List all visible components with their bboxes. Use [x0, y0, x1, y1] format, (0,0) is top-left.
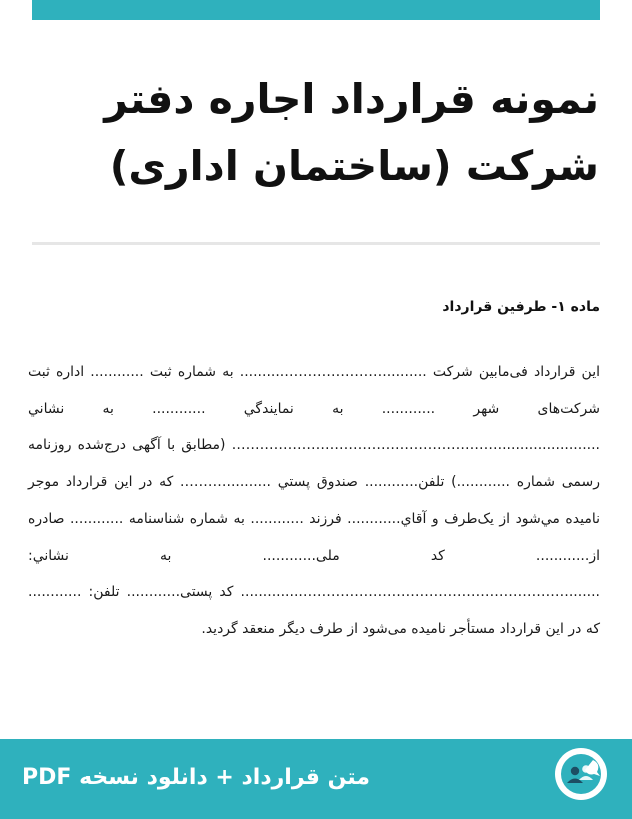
section-heading: ماده ۱- طرفین قرارداد	[442, 299, 600, 315]
contract-paragraph: این قرارداد فی‌مابین شرکت ..........………………….......... به شماره ثبت ............ اداره ثبت شرکت‌های شهر ............ به نمایندگي ............ به نشاني .......................………………………………………………… (مطابق با آگهی درج‌شده روزنامه رسمی شماره ............) تلفن............ صندوق پستي ..........………. که در این قرارداد موجر نامیده مي‌شود از یک‌طرف و آقاي............ فرزند ............ به شماره شناسنامه ............ صادره از............ کد ملی............ به نشاني: .......………………………………………………….............. کد پستی............ تلفن: ............ که در این قرارداد مستأجر نامیده می‌شود از طرف دیگر منعقد گردید.	[28, 364, 600, 637]
page-title: نمونه قرارداد اجاره دفتر شرکت (ساختمان اداری)	[104, 75, 599, 190]
download-banner-label[interactable]: متن قرارداد + دانلود نسخه PDF	[22, 765, 370, 790]
people-chat-logo-icon	[553, 746, 609, 802]
divider	[32, 242, 600, 245]
top-accent-bar	[32, 0, 600, 20]
